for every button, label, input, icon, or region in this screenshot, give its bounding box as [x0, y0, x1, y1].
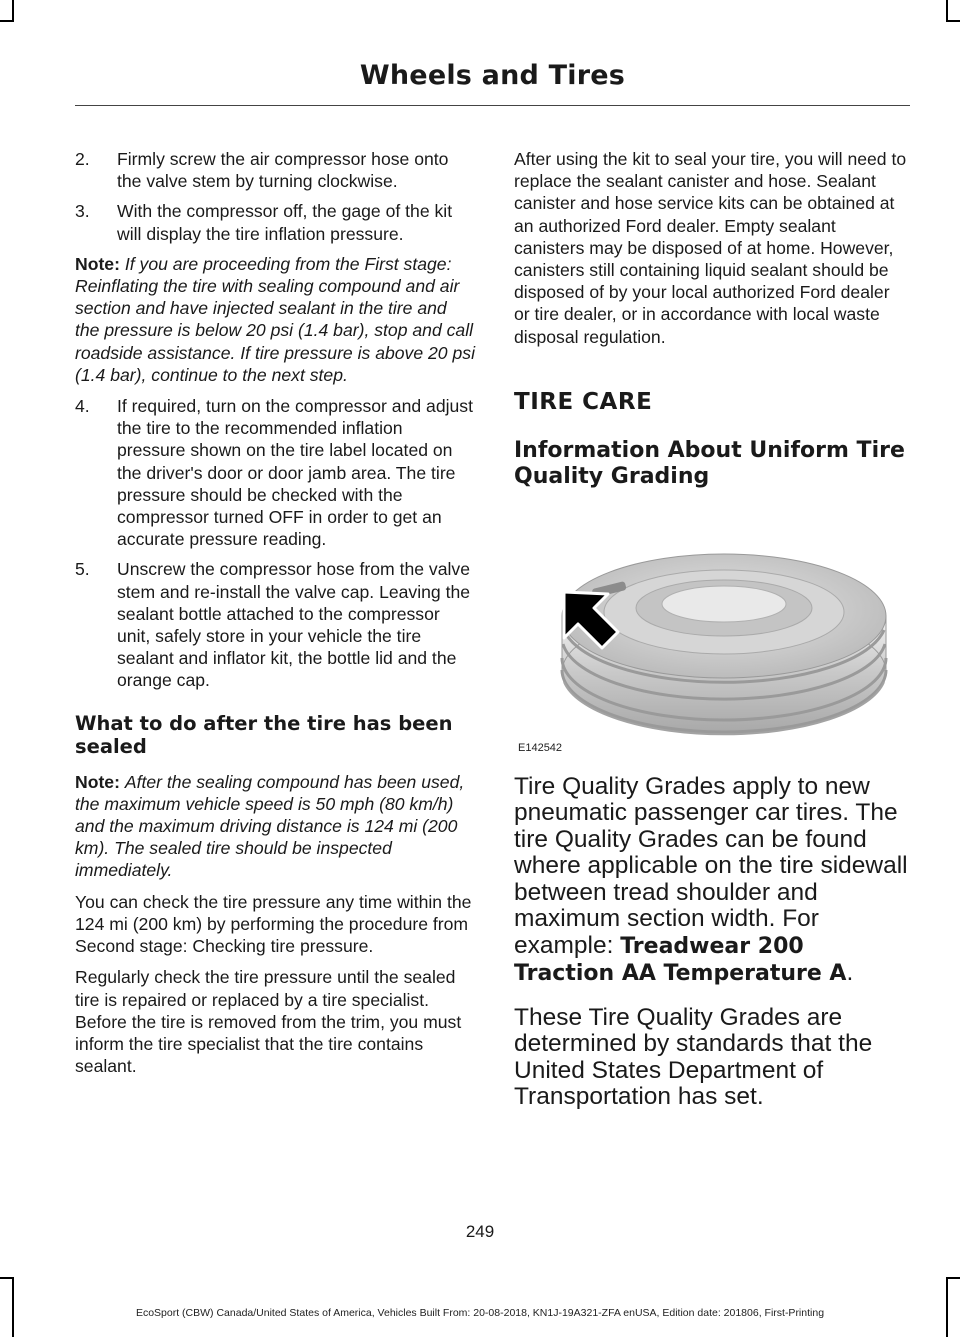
header-rule [75, 105, 910, 106]
crop-mark [0, 20, 14, 22]
crop-mark [12, 0, 14, 22]
crop-mark [0, 1277, 14, 1279]
crop-mark [946, 20, 960, 22]
body-paragraph: You can check the tire pressure any time within the 124 mi (200 km) by performing the procedure from Second stage: Checking tire pressure. [75, 891, 472, 957]
sub-title: Information About Uniform Tire Quality Grading [514, 437, 905, 489]
tire-illustration [514, 504, 910, 759]
right-column [514, 148, 910, 1128]
grade-example: Treadwear 200 Traction AA Temperature A [514, 933, 847, 987]
large-paragraph: These Tire Quality Grades are determined by standards that the United States Department of Transportation has set. [514, 1003, 873, 1111]
note-text: After the sealing compound has been used, the maximum vehicle speed is 50 mph (80 km/h) and the maximum driving distance is 124 mi (200 km). The sealed tire should be inspected immediately. [75, 771, 465, 881]
left-column [75, 148, 475, 1086]
step-text: With the compressor off, the gage of the kit will display the tire inflation pressure. [117, 201, 453, 244]
body-paragraph: After using the kit to seal your tire, you will need to replace the sealant canister and hose. Sealant canister and hose service kits can be obtained at an authorized Ford dealer. Empty sealant canisters may be disposed of at home. However, canisters still containing liquid sealant should be disposed of by your local authorized Ford dealer or tire dealer, or in accordance with local waste disposal regulation. [514, 149, 907, 347]
step-number: 5. [75, 559, 90, 580]
page-header-title: Wheels and Tires [359, 60, 625, 91]
step-number: 4. [75, 396, 90, 417]
subheading: What to do after the tire has been sealed [75, 711, 453, 758]
step-text: Unscrew the compressor hose from the valve stem and re-install the valve cap. Leaving the sealant bottle attached to the compressor unit, safely store in your vehicle the tire sealant and inflator kit, the bottle lid and the orange cap. [117, 559, 471, 691]
large-text: Tire Quality Grades apply to new pneumatic passenger car tires. The tire Quality Grades can be found where applicable on the tire sidewall between tread shoulder and maximum section width. For example: [514, 772, 908, 959]
note-paragraph [75, 253, 475, 386]
large-text-end: . [846, 959, 854, 987]
tire-figure [514, 504, 910, 759]
figure-id: E142542 [518, 741, 563, 754]
note-paragraph [75, 771, 475, 882]
step-number: 2. [75, 149, 90, 169]
note-label: Note: [75, 771, 120, 792]
page-number: 249 [465, 1222, 495, 1241]
large-paragraph [514, 774, 910, 988]
step-text: Firmly screw the air compressor hose onto the valve stem by turning clockwise. [117, 149, 449, 192]
step-text: If required, turn on the compressor and adjust the tire to the recommended inflation pressure shown on the tire label located on the driver's door or door jamb area. The tire pressure should be checked with the compressor turned OFF in order to get an accurate pressure reading. [117, 396, 473, 550]
note-text: If you are proceeding from the First stage: Reinflating the tire with sealing compound and air section and have injected sealant in the tire and the pressure is below 20 psi (1.4 bar), stop and call roadside assistance. If tire pressure is above 20 psi (1.4 bar), continue to the next step. [75, 253, 475, 385]
body-paragraph: Regularly check the tire pressure until the sealed tire is repaired or replaced by a tire specialist. Before the tire is removed from the trim, you must inform the tire specialist that the tire contains sealant. [75, 967, 462, 1077]
note-label: Note: [75, 253, 120, 274]
section-title: TIRE CARE [514, 388, 653, 415]
crop-mark [946, 1277, 960, 1279]
crop-mark [946, 0, 948, 22]
step-item [75, 200, 475, 244]
step-item [75, 558, 475, 691]
page-footer: EcoSport (CBW) Canada/United States of America, Vehicles Built From: 20-08-2018, KN1J-19A321-ZFA enUSA, Edition date: 201806, First-Printing [135, 1307, 825, 1319]
step-item [75, 395, 475, 550]
step-item [75, 148, 475, 192]
step-number: 3. [75, 201, 90, 222]
